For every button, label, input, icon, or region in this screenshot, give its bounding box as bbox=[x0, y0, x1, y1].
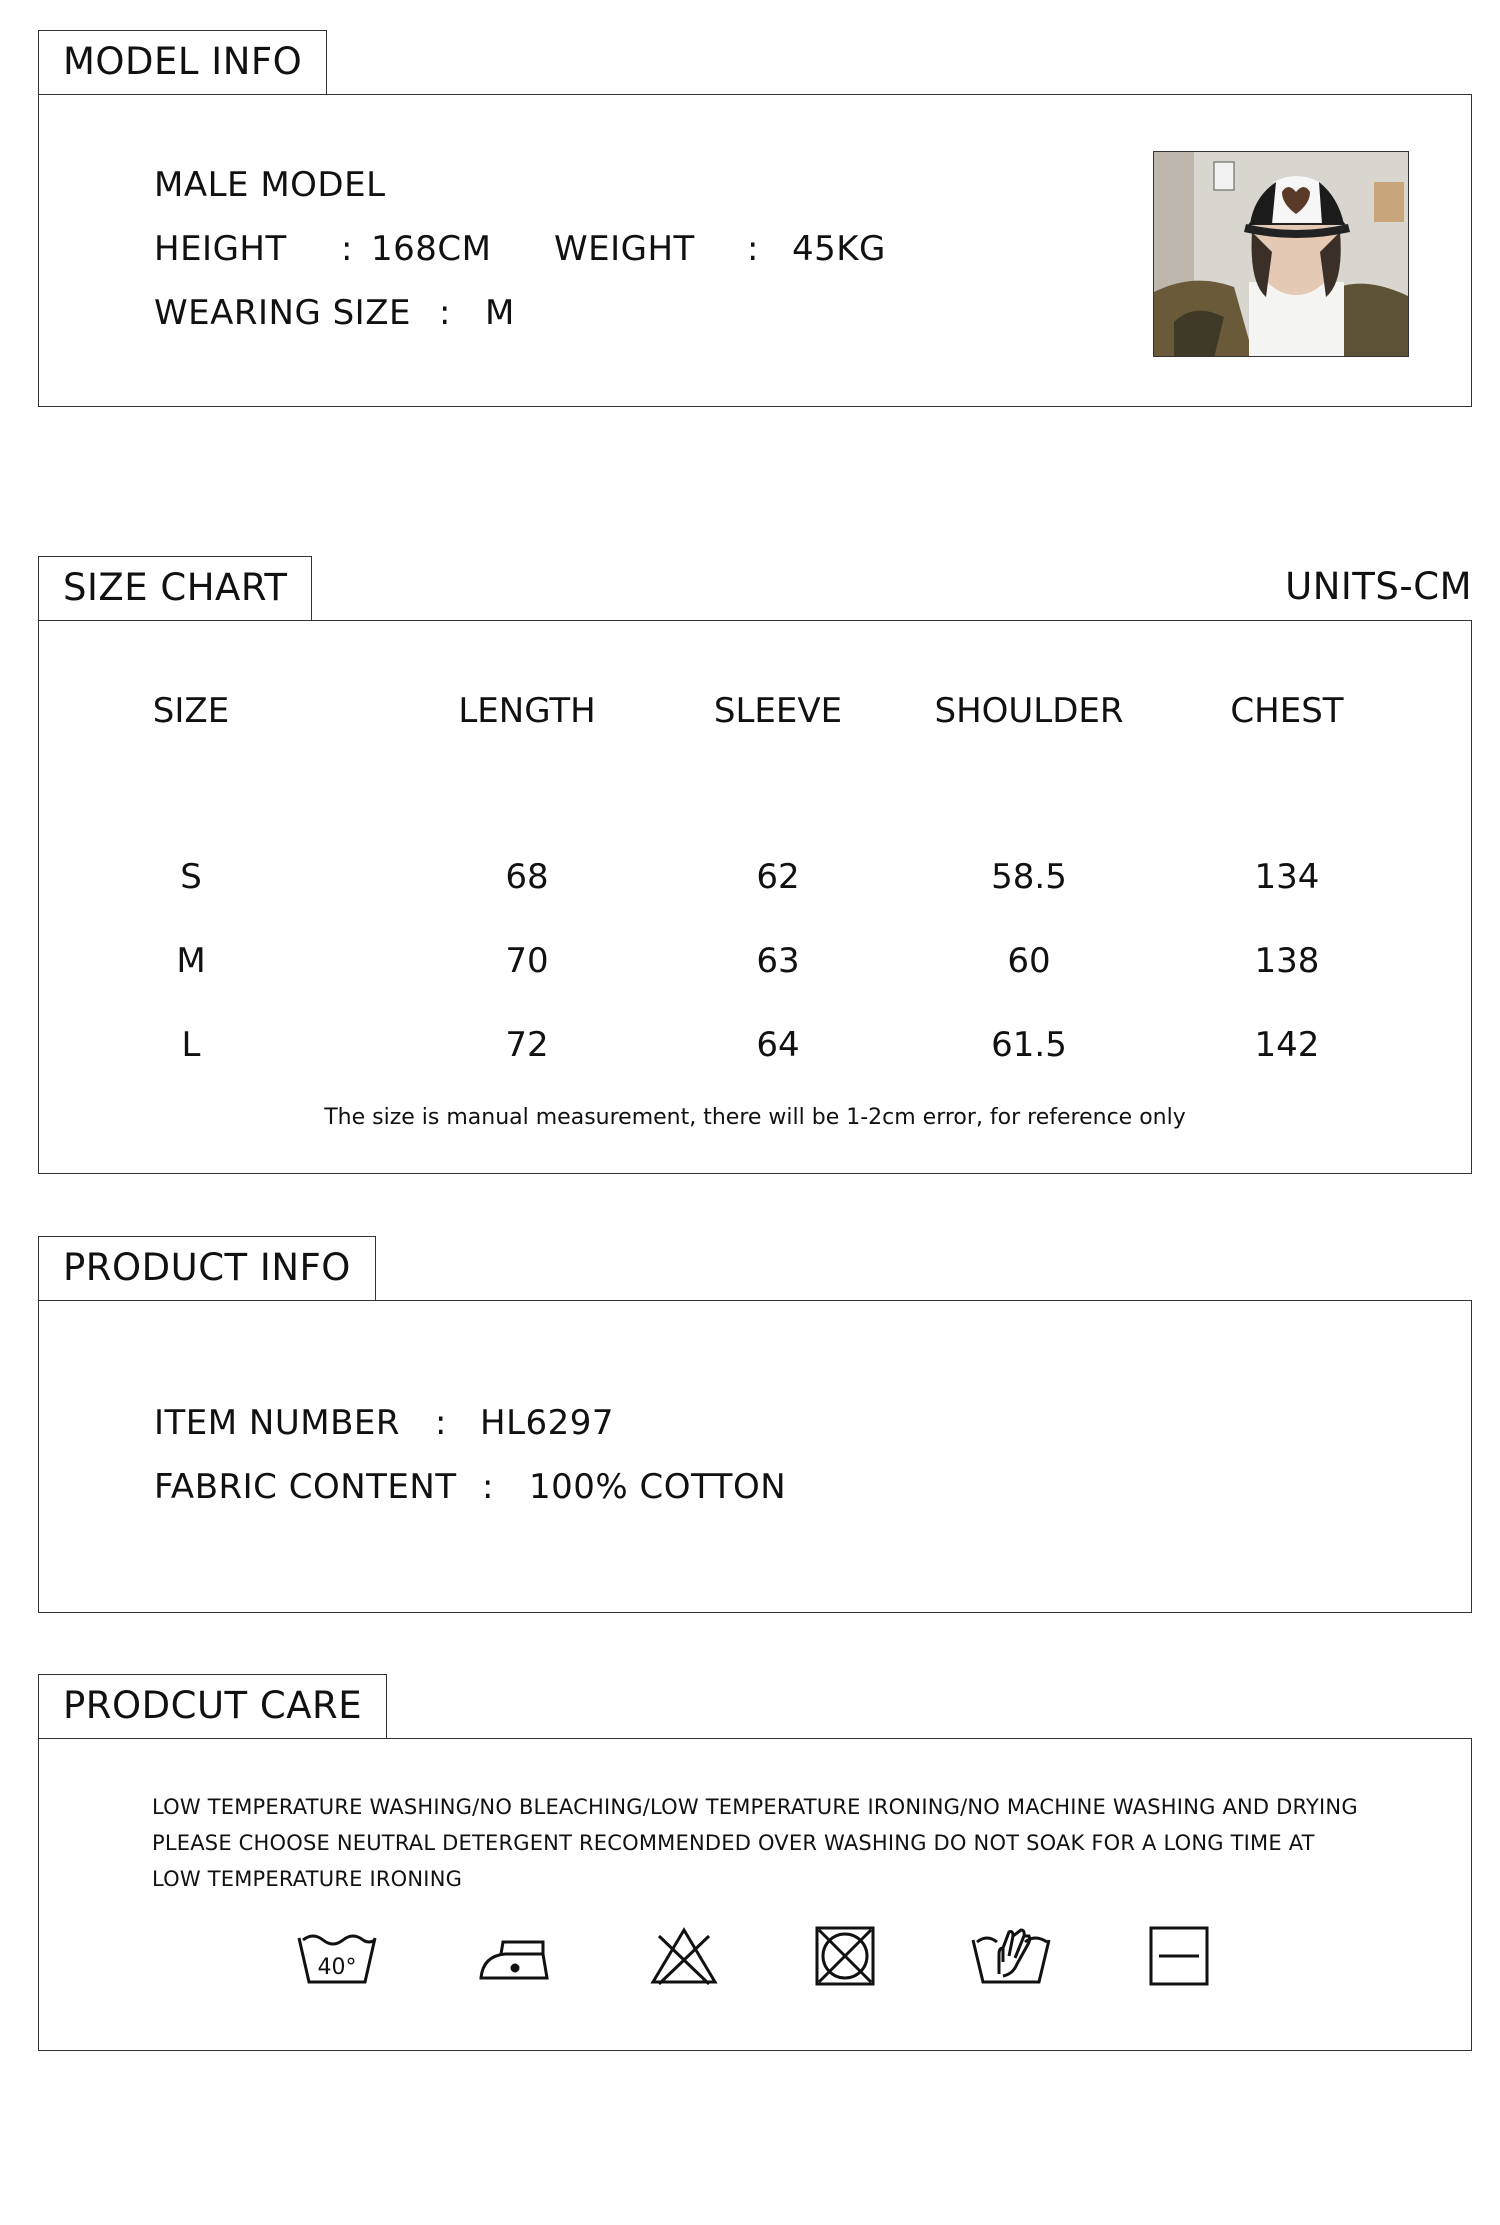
model-gender: MALE MODEL bbox=[154, 165, 386, 205]
item-number-value: HL6297 bbox=[480, 1403, 615, 1443]
height-label: HEIGHT bbox=[154, 229, 287, 269]
fabric-content-value: 100% COTTON bbox=[529, 1467, 787, 1507]
table-cell: 138 bbox=[1254, 941, 1320, 981]
weight-value: 45KG bbox=[792, 229, 886, 269]
weight-label: WEIGHT bbox=[554, 229, 695, 269]
column-header: LENGTH bbox=[458, 691, 596, 731]
table-cell: 58.5 bbox=[991, 857, 1067, 897]
measurement-note: The size is manual measurement, there will be 1-2cm error, for reference only bbox=[324, 1105, 1186, 1130]
item-number-colon: : bbox=[435, 1403, 447, 1443]
size-chart-panel bbox=[38, 620, 1472, 1174]
size-chart-tab: SIZE CHART bbox=[38, 556, 312, 620]
height-colon: : bbox=[341, 229, 353, 269]
table-cell: 142 bbox=[1254, 1025, 1320, 1065]
care-text-line: LOW TEMPERATURE IRONING bbox=[152, 1867, 463, 1891]
care-text-line: LOW TEMPERATURE WASHING/NO BLEACHING/LOW TEMPERATURE IRONING/NO MACHINE WASHING AND DRYING bbox=[152, 1795, 1358, 1819]
fabric-content-label: FABRIC CONTENT bbox=[154, 1467, 457, 1507]
height-value: 168CM bbox=[371, 229, 492, 269]
wearing-size-label: WEARING SIZE bbox=[154, 293, 411, 333]
table-cell: 61.5 bbox=[991, 1025, 1067, 1065]
weight-colon: : bbox=[747, 229, 759, 269]
table-cell: S bbox=[180, 857, 202, 897]
fabric-content-colon: : bbox=[482, 1467, 494, 1507]
flat-dry-icon bbox=[1147, 1926, 1211, 1990]
units-label: UNITS-CM bbox=[1285, 565, 1472, 608]
hand-wash-icon bbox=[969, 1926, 1053, 1990]
no-tumble-dry-icon bbox=[813, 1926, 877, 1990]
care-text-line: PLEASE CHOOSE NEUTRAL DETERGENT RECOMMENDED OVER WASHING DO NOT SOAK FOR A LONG TIME AT bbox=[152, 1831, 1315, 1855]
model-photo bbox=[1153, 151, 1409, 357]
column-header: SLEEVE bbox=[713, 691, 843, 731]
product-care-tab: PRODCUT CARE bbox=[38, 1674, 387, 1738]
model-info-panel bbox=[38, 94, 1472, 407]
table-cell: 70 bbox=[505, 941, 549, 981]
table-cell: 72 bbox=[505, 1025, 549, 1065]
table-cell: L bbox=[181, 1025, 201, 1065]
wearing-size-value: M bbox=[485, 293, 515, 333]
column-header: CHEST bbox=[1230, 691, 1344, 731]
wearing-size-colon: : bbox=[439, 293, 451, 333]
column-header: SIZE bbox=[152, 691, 230, 731]
table-cell: M bbox=[176, 941, 206, 981]
product-info-panel bbox=[38, 1300, 1472, 1613]
model-info-tab: MODEL INFO bbox=[38, 30, 327, 94]
product-info-tab: PRODUCT INFO bbox=[38, 1236, 376, 1300]
iron-low-icon bbox=[475, 1926, 555, 1990]
item-number-label: ITEM NUMBER bbox=[154, 1403, 401, 1443]
wash-40-icon bbox=[295, 1926, 379, 1990]
table-cell: 68 bbox=[505, 857, 549, 897]
table-cell: 64 bbox=[756, 1025, 800, 1065]
table-cell: 134 bbox=[1254, 857, 1320, 897]
table-cell: 62 bbox=[756, 857, 800, 897]
no-bleach-icon bbox=[649, 1926, 719, 1990]
column-header: SHOULDER bbox=[934, 691, 1124, 731]
table-cell: 60 bbox=[1007, 941, 1051, 981]
product-care-panel bbox=[38, 1738, 1472, 2051]
wash-temperature-label: 40° bbox=[317, 1955, 357, 1980]
table-cell: 63 bbox=[756, 941, 800, 981]
